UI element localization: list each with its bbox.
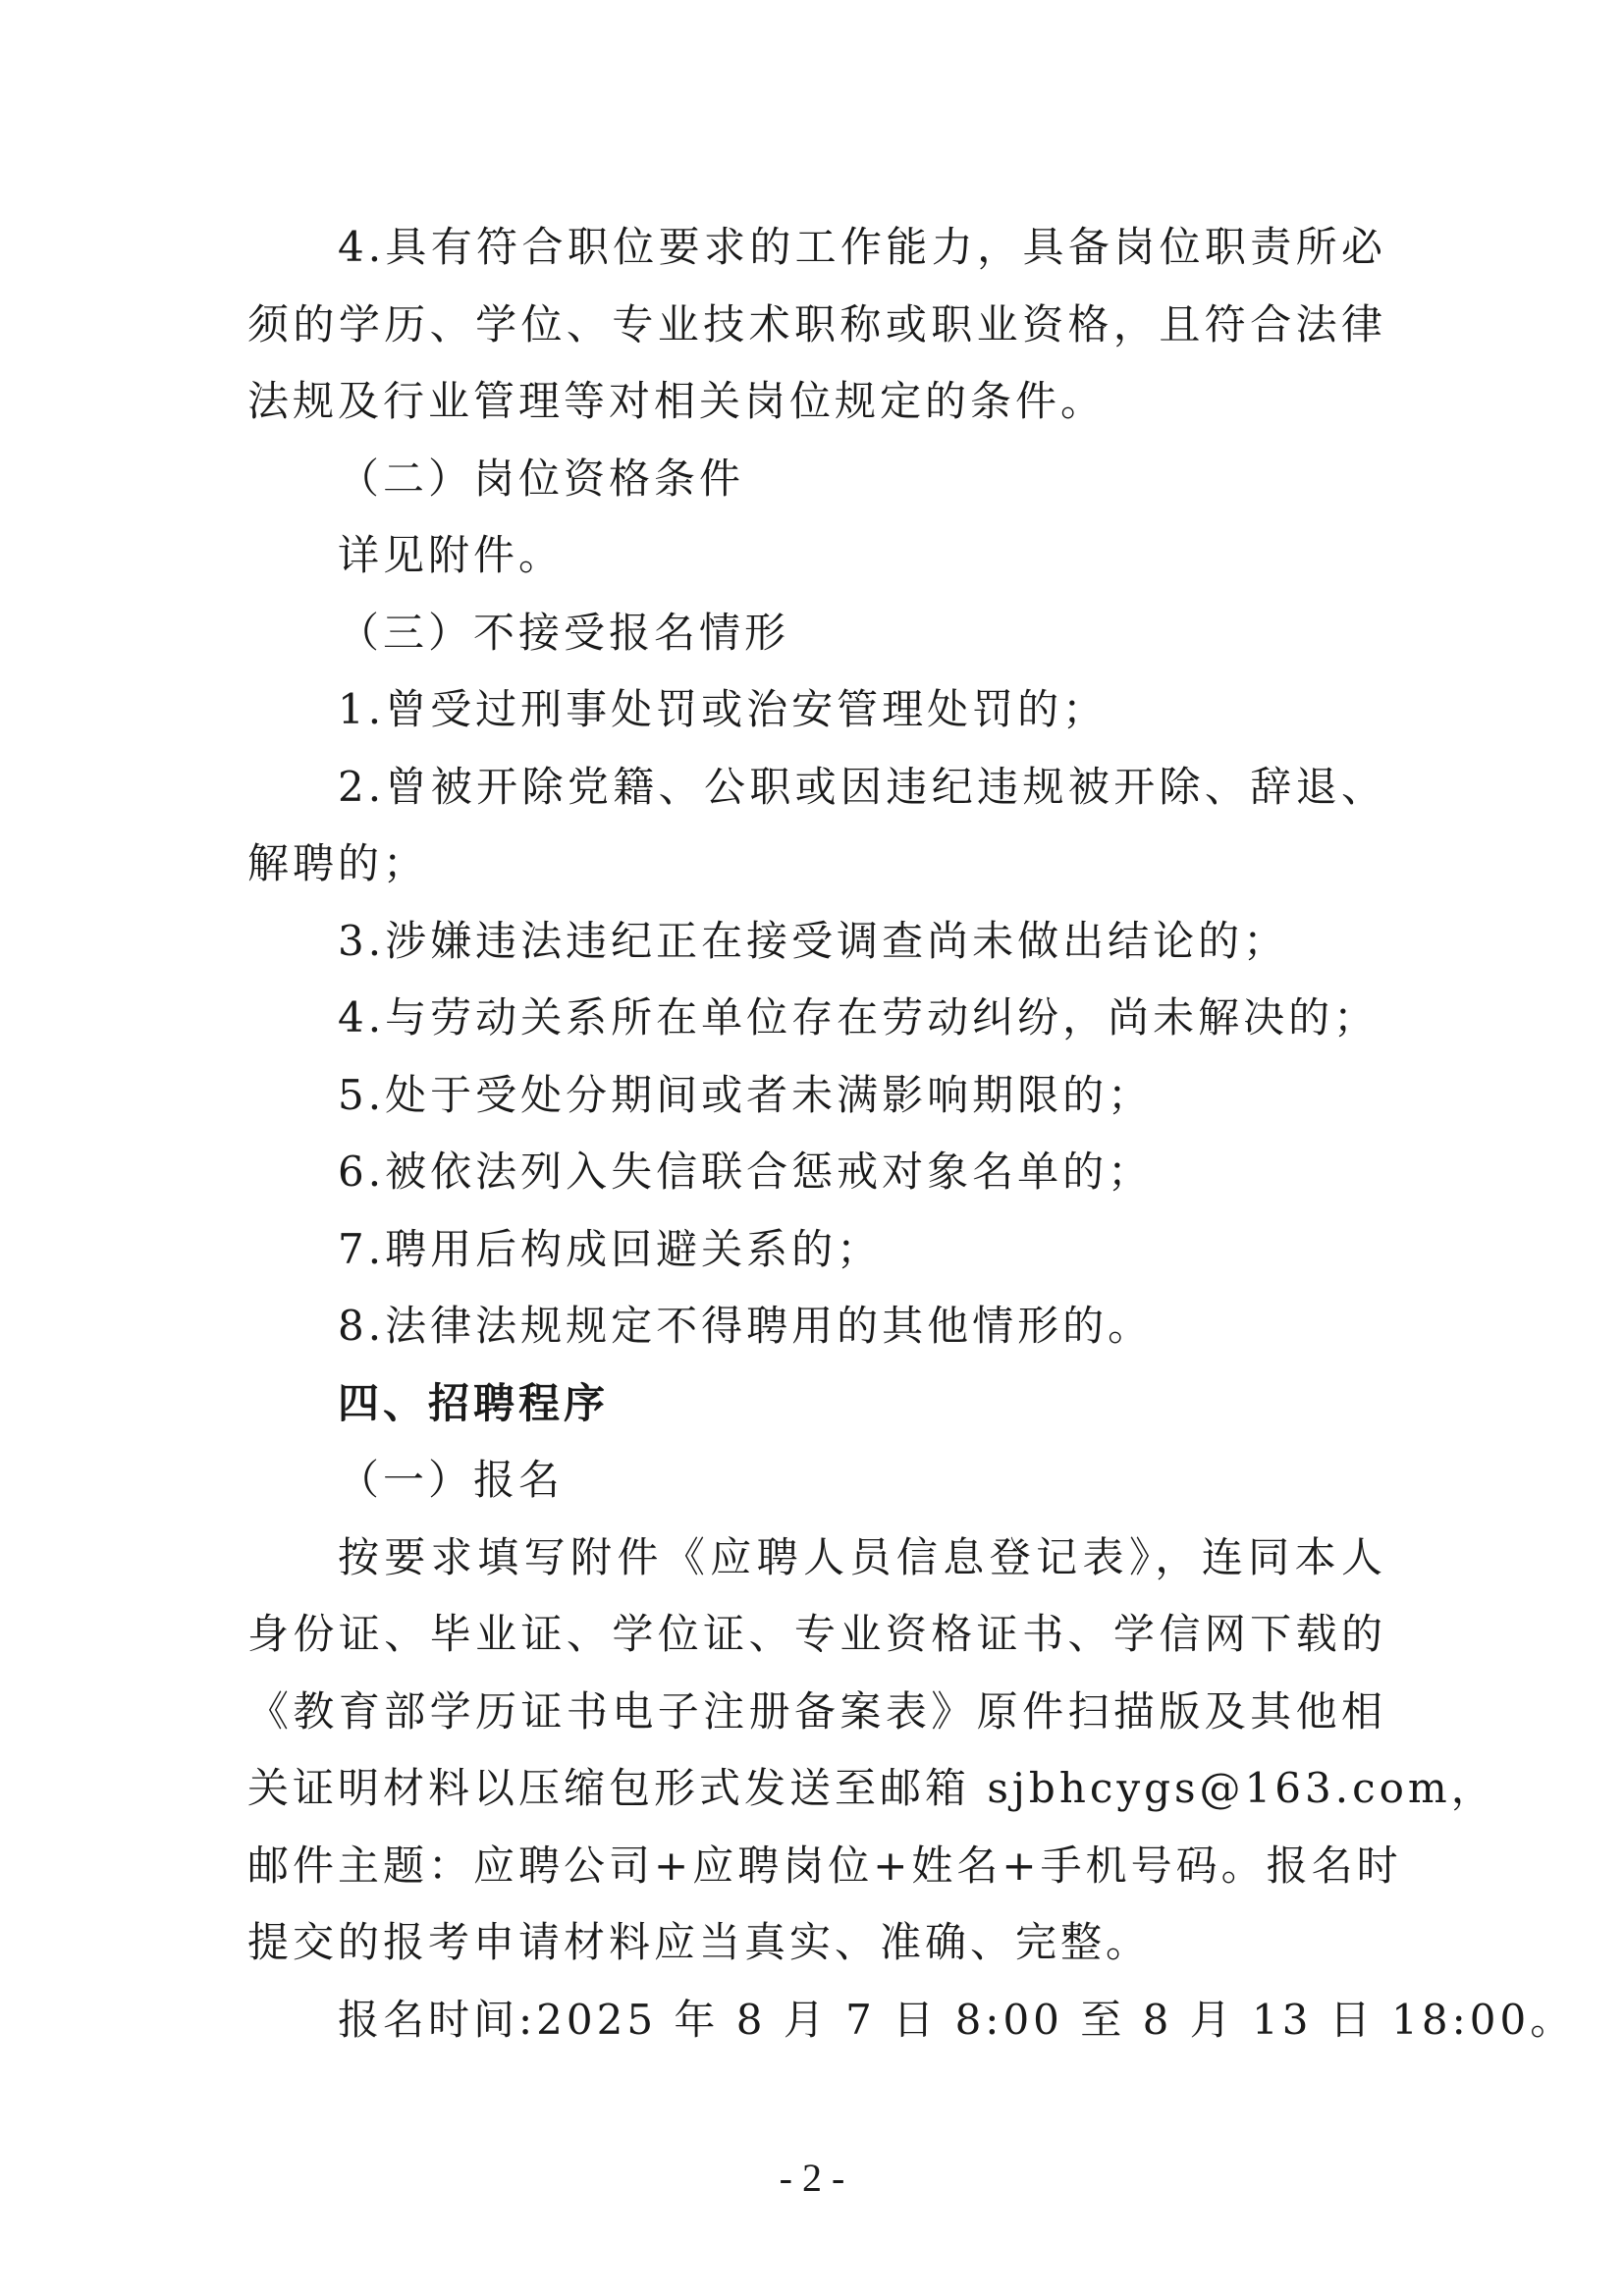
ineligible-item-3: 3.涉嫌违法违纪正在接受调查尚未做出结论的； bbox=[338, 916, 1289, 965]
ineligible-item-2-line-2: 解聘的； bbox=[247, 839, 429, 887]
registration-paragraph-line-6: 提交的报考申请材料应当真实、准确、完整。 bbox=[247, 1918, 1152, 1966]
ineligible-item-8: 8.法律法规规定不得聘用的其他情形的。 bbox=[338, 1302, 1154, 1350]
item-4-work-ability-line-1: 4.具有符合职位要求的工作能力，具备岗位职责所必 bbox=[338, 223, 1386, 271]
registration-paragraph-line-3: 《教育部学历证书电子注册备案表》原件扫描版及其他相 bbox=[247, 1686, 1386, 1735]
registration-paragraph-line-5: 邮件主题：应聘公司+应聘岗位+姓名+手机号码。报名时 bbox=[247, 1841, 1402, 1890]
ineligible-item-6: 6.被依法列入失信联合惩戒对象名单的； bbox=[338, 1148, 1154, 1196]
ineligible-item-2-line-1: 2.曾被开除党籍、公职或因违纪违规被开除、辞退、 bbox=[338, 762, 1386, 811]
ineligible-item-4: 4.与劳动关系所在单位存在劳动纠纷，尚未解决的； bbox=[338, 993, 1380, 1041]
item-4-work-ability-line-3: 法规及行业管理等对相关岗位规定的条件。 bbox=[247, 377, 1107, 425]
registration-time: 报名时间:2025 年 8 月 7 日 8:00 至 8 月 13 日 18:00。 bbox=[338, 1995, 1576, 2044]
section-heading-recruitment-procedure: 四、招聘程序 bbox=[338, 1378, 610, 1427]
see-attachment-text: 详见附件。 bbox=[338, 531, 565, 579]
ineligible-item-5: 5.处于受处分期间或者未满影响期限的； bbox=[338, 1070, 1154, 1119]
registration-paragraph-line-4: 关证明材料以压缩包形式发送至邮箱 sjbhcygs@163.com， bbox=[247, 1764, 1496, 1812]
subheading-registration: （一）报名 bbox=[338, 1456, 565, 1504]
registration-paragraph-line-2: 身份证、毕业证、学位证、专业资格证书、学信网下载的 bbox=[247, 1610, 1386, 1658]
subheading-ineligible-cases: （三）不接受报名情形 bbox=[338, 608, 790, 657]
ineligible-item-7: 7.聘用后构成回避关系的； bbox=[338, 1224, 883, 1273]
item-4-work-ability-line-2: 须的学历、学位、专业技术职称或职业资格，且符合法律 bbox=[247, 299, 1386, 348]
registration-paragraph-line-1: 按要求填写附件《应聘人员信息登记表》，连同本人 bbox=[338, 1532, 1386, 1581]
ineligible-item-1: 1.曾受过刑事处罚或治安管理处罚的； bbox=[338, 685, 1109, 733]
page-number: - 2 - bbox=[779, 2156, 845, 2200]
document-body bbox=[247, 209, 1576, 2058]
subheading-position-qualifications: （二）岗位资格条件 bbox=[338, 454, 745, 503]
